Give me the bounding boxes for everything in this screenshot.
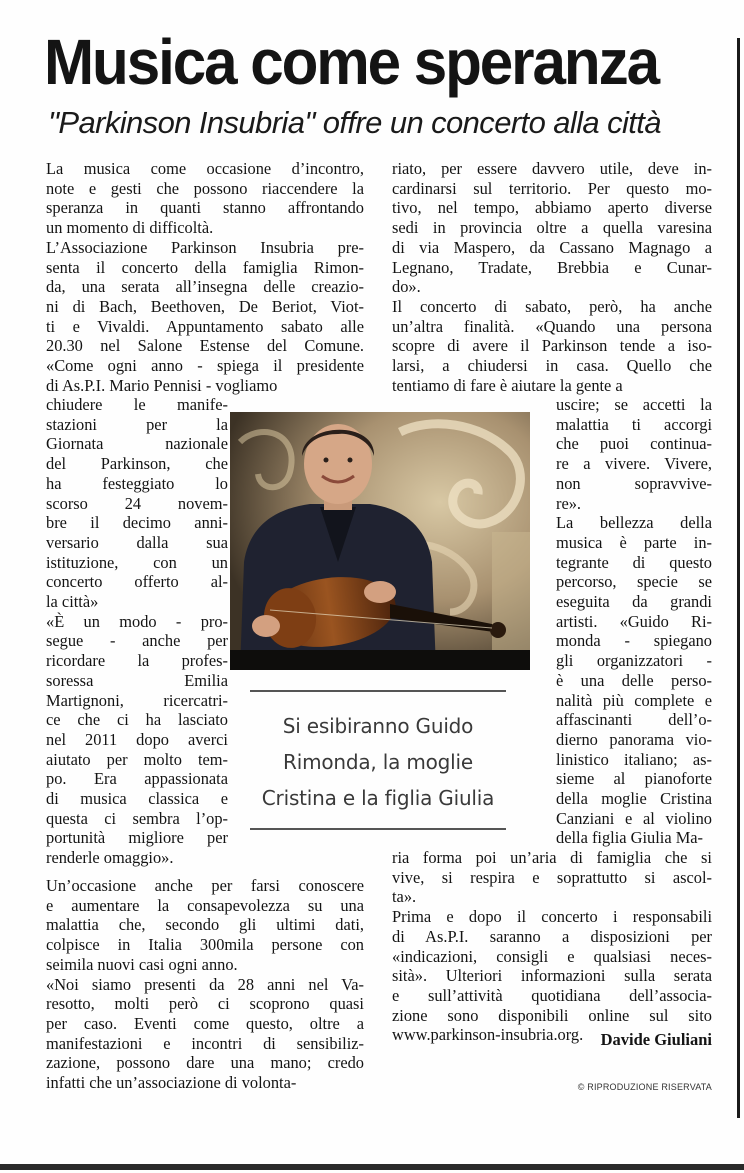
article-line: e aumentare la consapevolezza su una xyxy=(46,895,364,915)
article-line: di via Maspero, da Cassano Magnago a xyxy=(392,237,712,257)
article-line: Canziani e al violino xyxy=(556,808,712,828)
article-line: uscire; se accetti la xyxy=(556,395,712,414)
article-line: colpisce in Italia 300mila persone con xyxy=(46,935,364,955)
article-line: ni di Bach, Beethoven, De Beriot, Viot- xyxy=(46,296,364,316)
article-line: ti e Vivaldi. Appuntamento sabato alle xyxy=(46,316,364,336)
article-line: manifestazioni e incontri di sensibiliz- xyxy=(46,1033,364,1053)
copyright-notice: © RIPRODUZIONE RISERVATA xyxy=(577,1082,712,1092)
article-line: vive, si respira e soprattutto si ascol- xyxy=(392,867,712,887)
author-byline: Davide Giuliani xyxy=(600,1030,712,1049)
article-line: Il concerto di sabato, però, ha anche xyxy=(392,296,712,316)
article-line: tegrante di questo xyxy=(556,552,712,572)
article-line: sità». Ulteriori informazioni sulla serata xyxy=(392,966,712,986)
article-line: da, una serata all’insegna delle creazio- xyxy=(46,277,364,297)
pull-quote-bottom-rule xyxy=(250,828,506,830)
article-line: artisti. «Guido Ri- xyxy=(556,611,712,631)
article-line: do». xyxy=(392,277,421,297)
violinist-photo-image xyxy=(230,412,530,670)
article-line: speranza in quanti stanno affrontando xyxy=(46,198,364,218)
article-line: tentiamo di fare è aiutare la gente a xyxy=(392,375,623,395)
article-line: della moglie Cristina xyxy=(556,789,712,809)
article-line: segue - anche per xyxy=(46,631,228,651)
article-line: po. Era appassionata xyxy=(46,769,228,789)
column-2-narrow xyxy=(556,395,712,848)
article-line: zazione, possono dare una mano; credo xyxy=(46,1053,364,1073)
column-2-bottom xyxy=(392,848,712,1045)
article-line: larsi, a chiudersi in casa. Quello che xyxy=(392,356,712,376)
pull-quote-top-rule xyxy=(250,690,506,692)
article-line: infatti che un’associazione di volonta- xyxy=(46,1073,297,1093)
article-line: che puoi continua- xyxy=(556,434,712,454)
article-line: nel 2011 dopo averci xyxy=(46,729,228,749)
article-line: affascinanti dell’o- xyxy=(556,710,712,730)
article-line: la città» xyxy=(46,592,99,612)
article-line: del Parkinson, che xyxy=(46,454,228,474)
article-line: della figlia Giulia Ma- xyxy=(556,828,704,848)
article-line: questa ci sembra l’op- xyxy=(46,808,228,828)
article-line: renderle omaggio». xyxy=(46,848,174,868)
article-line: scorso 24 novem- xyxy=(46,493,228,513)
article-line: «Come ogni anno - spiega il presidente xyxy=(46,356,364,376)
article-line: «È un modo - pro- xyxy=(46,611,228,631)
article-line: portunità migliore per xyxy=(46,828,228,848)
article-line: gli organizzatori - xyxy=(556,651,712,671)
article-line: 20.30 nel Salone Estense del Comune. xyxy=(46,336,364,356)
article-line: scopre di avere il Parkinson tende a iso- xyxy=(392,336,712,356)
article-line: resotto, molti però ci scoprono quasi xyxy=(46,994,364,1014)
pull-quote-line-1: Si esibiranno Guido xyxy=(282,714,474,738)
article-line: seimila nuovi casi ogni anno. xyxy=(46,954,238,974)
page-edge-rule xyxy=(737,38,740,1118)
article-line: eseguita da grandi xyxy=(556,592,712,612)
article-line: tivo, nel tempo, abbiamo aperto diverse xyxy=(392,198,712,218)
article-line: «Noi siamo presenti da 28 anni nel Va- xyxy=(46,974,364,994)
article-line: è una delle perso- xyxy=(556,670,712,690)
article-line: per caso. Eventi come questo, oltre a xyxy=(46,1013,364,1033)
article-line: Martignoni, ricercatri- xyxy=(46,690,228,710)
article-line: sieme al pianoforte xyxy=(556,769,712,789)
article-line: e sull’attività quotidiana dell’associa- xyxy=(392,985,712,1005)
article-line: riato, per essere davvero utile, deve in- xyxy=(392,159,712,178)
article-line: senta il concerto della famiglia Rimon- xyxy=(46,257,364,277)
article-line: bre il decimo anni- xyxy=(46,513,228,533)
article-line: concerto offerto al- xyxy=(46,572,228,592)
article-line: non sopravvive- xyxy=(556,473,712,493)
article-line: ce che ci ha lasciato xyxy=(46,710,228,730)
article-line: musica è parte in- xyxy=(556,532,712,552)
article-line: zione sono disponibili online sul sito xyxy=(392,1005,712,1025)
article-line: chiudere le manife- xyxy=(46,395,228,414)
article-line: stazioni per la xyxy=(46,414,228,434)
article-line: dierno panorama vio- xyxy=(556,729,712,749)
article-line: di As.P.I. Mario Pennisi - vogliamo xyxy=(46,375,278,395)
page-bottom-rule xyxy=(0,1164,744,1170)
article-line: aiutato per molto tem- xyxy=(46,749,228,769)
column-1-bottom xyxy=(46,876,364,1093)
column-1-narrow xyxy=(46,395,228,868)
article-line: sedi in provincia oltre a quella varesina xyxy=(392,218,712,238)
article-line: percorso, specie se xyxy=(556,572,712,592)
article-line: ha festeggiato lo xyxy=(46,473,228,493)
article-line: Prima e dopo il concerto i responsabili xyxy=(392,907,712,927)
article-line: «indicazioni, consigli e qualsiasi neces- xyxy=(392,946,712,966)
article-line: soressa Emilia xyxy=(46,670,228,690)
article-line: ta». xyxy=(392,887,417,907)
article-line: un momento di difficoltà. xyxy=(46,218,214,238)
pull-quote xyxy=(250,690,506,832)
article-line: cardinarsi sul territorio. Per questo mo- xyxy=(392,178,712,198)
article-line: di As.P.I. saranno a disposizioni per xyxy=(392,926,712,946)
article-line: re a vivere. Vivere, xyxy=(556,454,712,474)
article-line: La bellezza della xyxy=(556,513,712,533)
article-line: Un’occasione anche per farsi conoscere xyxy=(46,876,364,895)
article-line: nalità più complete e xyxy=(556,690,712,710)
article-line: L’Associazione Parkinson Insubria pre- xyxy=(46,237,364,257)
column-2-top xyxy=(392,159,712,395)
article-line: istituzione, con un xyxy=(46,552,228,572)
article-line: ria forma poi un’aria di famiglia che si xyxy=(392,848,712,867)
article-line: www.parkinson-insubria.org. xyxy=(392,1025,584,1045)
subheadline: "Parkinson Insubria" offre un concerto alla città xyxy=(48,105,661,140)
article-line: Legnano, Tradate, Brebbia e Cunar- xyxy=(392,257,712,277)
article-line: di musica classica e xyxy=(46,789,228,809)
article-line: malattia che, secondo gli ultimi dati, xyxy=(46,915,364,935)
article-line: versario dalla sua xyxy=(46,532,228,552)
article-line: monda - spiegano xyxy=(556,631,712,651)
article-line: Giornata nazionale xyxy=(46,434,228,454)
article-line: malattia ti accorgi xyxy=(556,414,712,434)
column-1-top xyxy=(46,159,364,395)
article-line: linistico italiano; as- xyxy=(556,749,712,769)
headline: Musica come speranza xyxy=(44,26,659,98)
pull-quote-line-3: Cristina e la figlia Giulia xyxy=(261,786,495,810)
article-line: note e gesti che possono riaccendere la xyxy=(46,178,364,198)
photo-violinist xyxy=(230,412,530,670)
pull-quote-line-2: Rimonda, la moglie xyxy=(283,750,473,774)
article-line: ricordare la profes- xyxy=(46,651,228,671)
article-line: re». xyxy=(556,493,582,513)
article-line: un’altra finalità. «Quando una persona xyxy=(392,316,712,336)
article-line: La musica come occasione d’incontro, xyxy=(46,159,364,178)
